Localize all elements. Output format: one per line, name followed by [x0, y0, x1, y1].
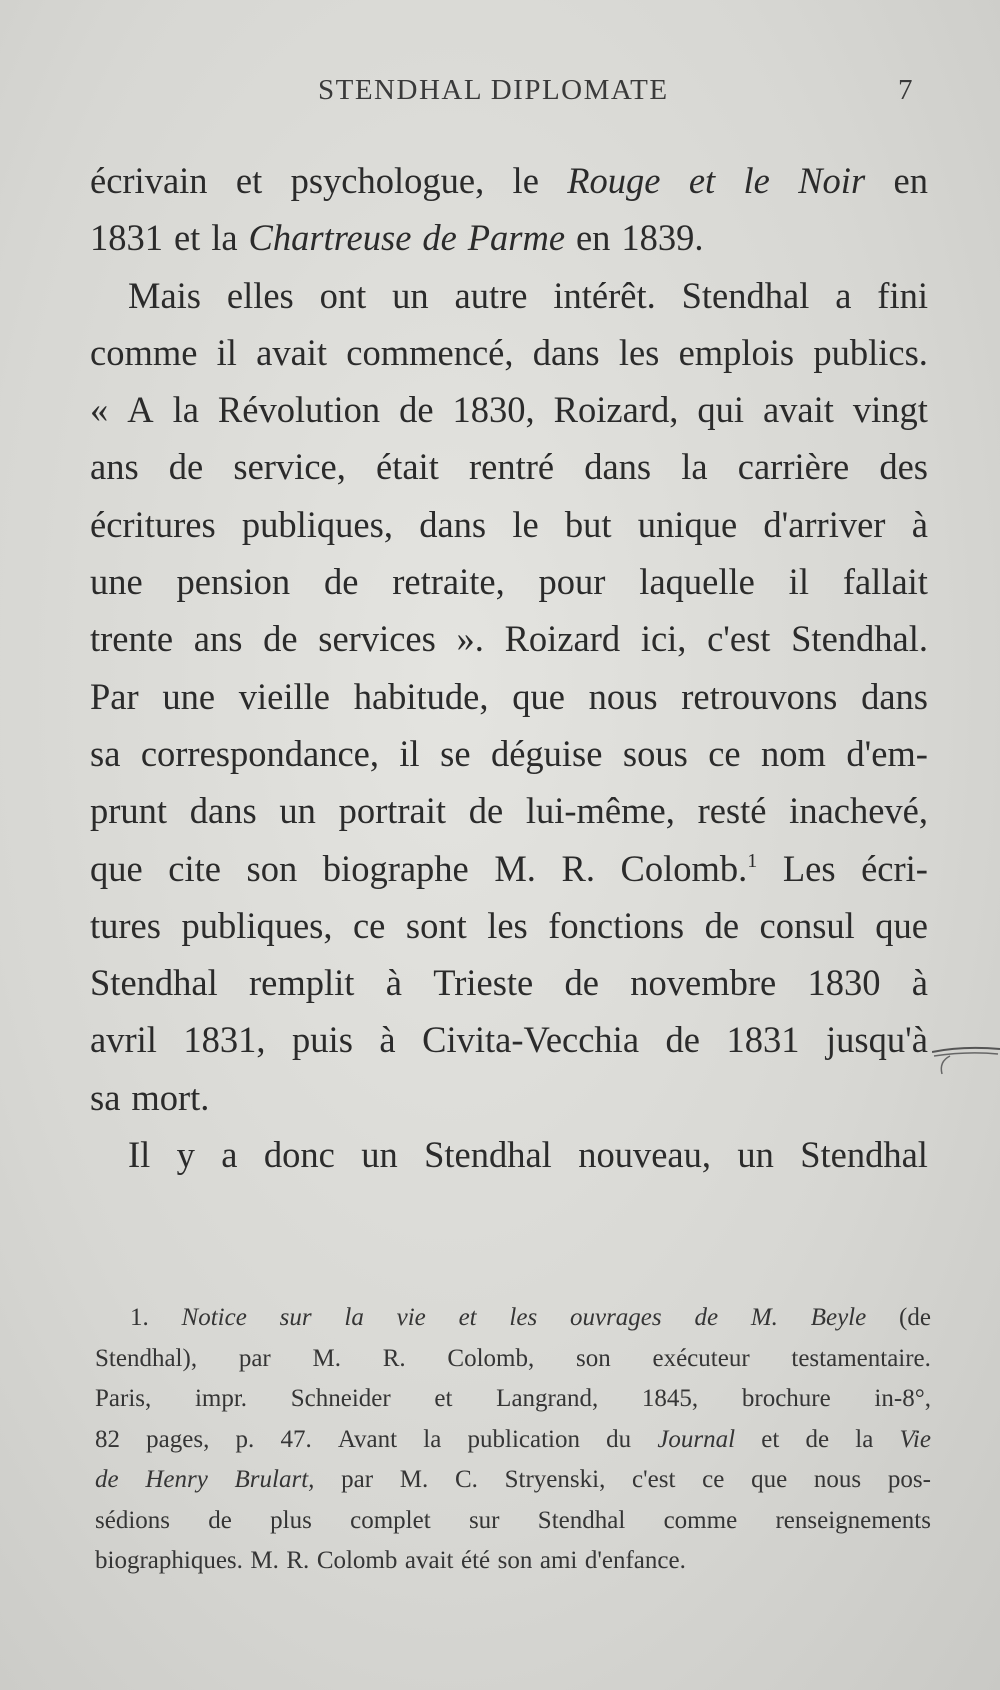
- pencil-margin-mark-icon: [932, 1030, 1000, 1090]
- body-line: Stendhal remplit à Trieste de novembre 1830 à: [90, 962, 928, 1004]
- footnote-line: 82 pages, p. 47. Avant la publication du Journal et de la Vie: [95, 1425, 931, 1453]
- footnote-line: biographiques. M. R. Colomb avait été son ami d'enfance.: [95, 1547, 686, 1574]
- body-line: que cite son biographe M. R. Colomb.$^1$ Les écri-: [90, 847, 928, 889]
- body-line: « A la Révolution de 1830, Roizard, qui avait vingt: [90, 389, 928, 431]
- page-number: 7: [898, 74, 913, 106]
- body-line: avril 1831, puis à Civita-Vecchia de 1831 jusqu'à: [90, 1019, 928, 1061]
- body-line: 1831 et la Chartreuse de Parme en 1839.: [90, 217, 704, 259]
- body-text: [90, 152, 928, 1183]
- body-line: une pension de retraite, pour laquelle il fallait: [90, 561, 928, 603]
- footnote-line: Stendhal), par M. R. Colomb, son exécuteur testamentaire.: [95, 1344, 931, 1372]
- body-line: écrivain et psychologue, le Rouge et le Noir en: [90, 160, 928, 201]
- footnote-line: sédions de plus complet sur Stendhal comme renseignements: [95, 1506, 931, 1534]
- running-head: [0, 74, 1000, 114]
- footnotes: [95, 1298, 931, 1582]
- footnote-line: de Henry Brulart, par M. C. Stryenski, c'est ce que nous pos-: [95, 1466, 931, 1493]
- body-line: prunt dans un portrait de lui-même, resté inachevé,: [90, 790, 928, 832]
- footnote-line: 1. Notice sur la vie et les ouvrages de M. Beyle (de: [130, 1304, 931, 1331]
- body-line: ans de service, était rentré dans la carrière des: [90, 446, 928, 488]
- body-line: sa mort.: [90, 1076, 210, 1118]
- body-line: écritures publiques, dans le but unique d'arriver à: [90, 503, 928, 545]
- body-line: Mais elles ont un autre intérêt. Stendhal a fini: [128, 274, 928, 316]
- footnote-line: Paris, impr. Schneider et Langrand, 1845, brochure in-8°,: [95, 1385, 931, 1412]
- running-title: STENDHAL DIPLOMATE: [318, 74, 669, 106]
- body-line: comme il avait commencé, dans les emplois publics.: [90, 331, 928, 373]
- body-line: trente ans de services ». Roizard ici, c'est Stendhal.: [90, 618, 928, 660]
- body-line: tures publiques, ce sont les fonctions de consul que: [90, 904, 928, 946]
- body-line: sa correspondance, il se déguise sous ce nom d'em-: [90, 732, 928, 774]
- body-line: Par une vieille habitude, que nous retrouvons dans: [90, 675, 928, 717]
- body-line: Il y a donc un Stendhal nouveau, un Stendhal: [128, 1134, 928, 1176]
